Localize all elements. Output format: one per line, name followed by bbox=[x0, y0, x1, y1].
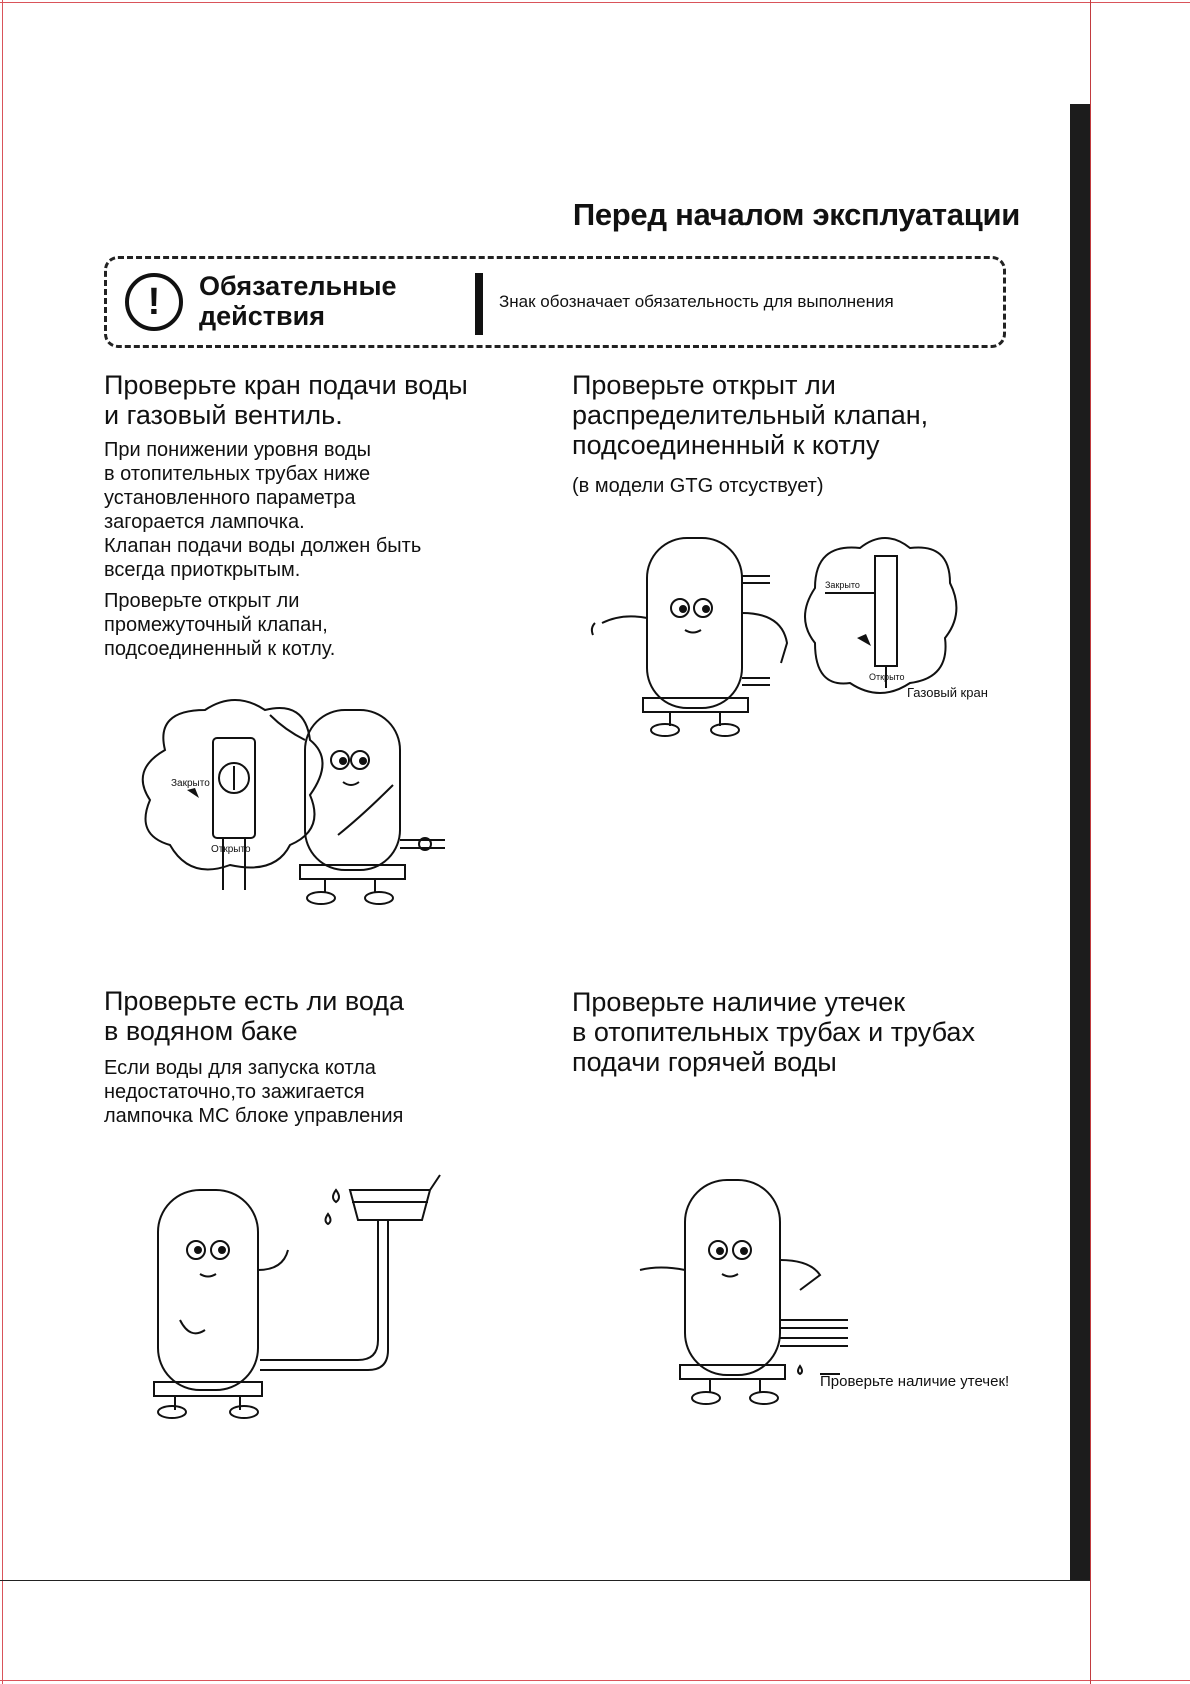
mandatory-notice bbox=[104, 256, 1006, 348]
notice-description: Знак обозначает обязательность для выполнения bbox=[499, 292, 894, 311]
gas-valve-caption: Газовый кран bbox=[907, 685, 988, 700]
section-3-body bbox=[104, 1056, 544, 1128]
boiler-tank bbox=[158, 1190, 258, 1390]
notice-label: Обязательные действия bbox=[199, 271, 397, 331]
label-open: Открыто bbox=[211, 844, 251, 855]
exclamation-icon: ! bbox=[125, 273, 183, 331]
section-2-title: Проверьте открыт ли распределительный клапан, подсоединенный к котлу bbox=[572, 370, 929, 460]
notice-divider bbox=[475, 273, 483, 335]
frame-right-line bbox=[1090, 0, 1091, 1684]
section-1-paragraph: При понижении уровня воды в отопительных трубах ниже установленного параметра загорается лампочка. Клапан подачи воды должен быть всегда приоткрытым. bbox=[104, 439, 422, 581]
frame-bottom-line bbox=[0, 1680, 1190, 1681]
leak-check-caption: Проверьте наличие утечек! bbox=[820, 1373, 1010, 1390]
section-1-paragraph: Проверьте открыт ли промежуточный клапан, подсоединенный к котлу. bbox=[104, 590, 336, 660]
section-1-body bbox=[104, 438, 534, 661]
thought-bubble bbox=[805, 538, 956, 693]
boiler-tank bbox=[685, 1180, 780, 1375]
label-closed: Закрыто bbox=[171, 778, 210, 789]
boiler-water-valve-illustration bbox=[125, 690, 475, 920]
boiler-water-tank-illustration bbox=[140, 1170, 450, 1420]
frame-left-line bbox=[2, 0, 3, 1684]
water-tank bbox=[350, 1190, 430, 1220]
footer-rule bbox=[0, 1580, 1090, 1581]
frame-top-line bbox=[0, 2, 1190, 3]
section-4-title: Проверьте наличие утечек в отопительных трубах и трубах подачи горячей воды bbox=[572, 987, 975, 1077]
boiler-gas-valve-illustration bbox=[585, 528, 995, 758]
page-title: Перед началом эксплуатации bbox=[572, 197, 1020, 232]
section-2-note: (в модели GTG отсуствует) bbox=[572, 475, 824, 497]
gas-valve bbox=[875, 556, 897, 666]
section-3-paragraph: Если воды для запуска котла недостаточно,то зажигается лампочка МС блоке управления bbox=[104, 1057, 404, 1127]
section-3-title: Проверьте есть ли вода в водяном баке bbox=[104, 986, 405, 1046]
boiler-tank bbox=[305, 710, 400, 870]
side-tab bbox=[1070, 104, 1090, 1580]
label-closed: Закрыто bbox=[825, 580, 860, 590]
label-open: Открыто bbox=[869, 672, 905, 682]
section-1-title: Проверьте кран подачи воды и газовый вентиль. bbox=[104, 370, 468, 430]
boiler-leak-check-illustration bbox=[620, 1170, 1020, 1410]
boiler-tank bbox=[647, 538, 742, 708]
